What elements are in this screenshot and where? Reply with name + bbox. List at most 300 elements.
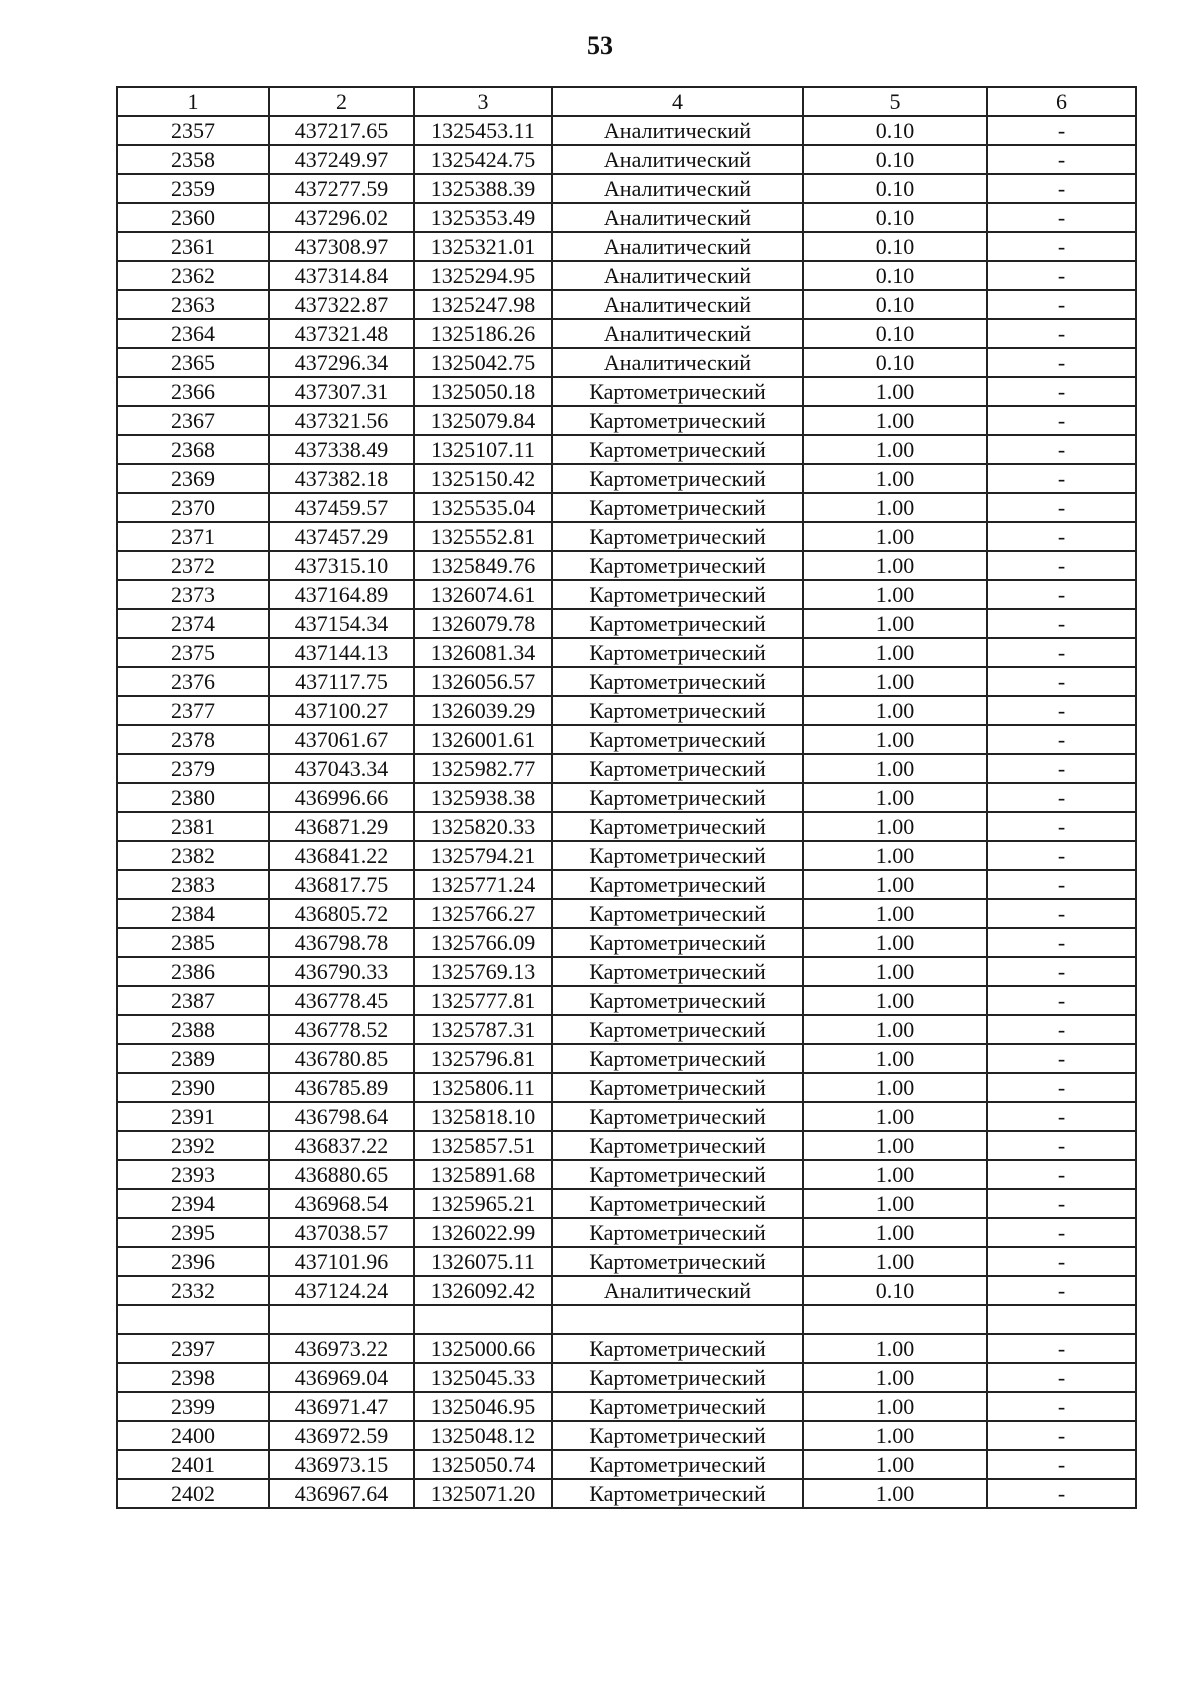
accuracy-cell: 0.10 xyxy=(803,261,987,290)
note-cell: - xyxy=(987,1450,1136,1479)
y-coordinate-cell: 1325766.09 xyxy=(414,928,552,957)
y-coordinate-cell: 1325982.77 xyxy=(414,754,552,783)
accuracy-cell: 1.00 xyxy=(803,638,987,667)
note-cell: - xyxy=(987,638,1136,667)
x-coordinate-cell: 436798.64 xyxy=(269,1102,414,1131)
y-coordinate-cell: 1325552.81 xyxy=(414,522,552,551)
table-row xyxy=(117,1334,1136,1363)
x-coordinate-cell: 436871.29 xyxy=(269,812,414,841)
table-row xyxy=(117,638,1136,667)
note-cell: - xyxy=(987,986,1136,1015)
point-number-cell: 2400 xyxy=(117,1421,269,1450)
point-number-cell: 2402 xyxy=(117,1479,269,1508)
table-row xyxy=(117,1218,1136,1247)
table-row xyxy=(117,841,1136,870)
table-header-row xyxy=(117,87,1136,116)
point-number-cell: 2380 xyxy=(117,783,269,812)
y-coordinate-cell: 1326075.11 xyxy=(414,1247,552,1276)
method-cell: Аналитический xyxy=(552,174,803,203)
y-coordinate-cell: 1325965.21 xyxy=(414,1189,552,1218)
table-row xyxy=(117,957,1136,986)
column-header: 5 xyxy=(803,87,987,116)
method-cell: Картометрический xyxy=(552,957,803,986)
y-coordinate-cell: 1325766.27 xyxy=(414,899,552,928)
table-row xyxy=(117,348,1136,377)
y-coordinate-cell: 1325107.11 xyxy=(414,435,552,464)
x-coordinate-cell: 436973.15 xyxy=(269,1450,414,1479)
method-cell: Картометрический xyxy=(552,812,803,841)
note-cell: - xyxy=(987,609,1136,638)
method-cell: Картометрический xyxy=(552,754,803,783)
method-cell: Картометрический xyxy=(552,725,803,754)
x-coordinate-cell: 437308.97 xyxy=(269,232,414,261)
table-row xyxy=(117,319,1136,348)
table-row xyxy=(117,986,1136,1015)
method-cell: Картометрический xyxy=(552,1131,803,1160)
x-coordinate-cell: 436790.33 xyxy=(269,957,414,986)
x-coordinate-cell: 436968.54 xyxy=(269,1189,414,1218)
accuracy-cell: 0.10 xyxy=(803,348,987,377)
method-cell: Картометрический xyxy=(552,1044,803,1073)
method-cell xyxy=(552,1305,803,1334)
x-coordinate-cell: 436971.47 xyxy=(269,1392,414,1421)
accuracy-cell: 0.10 xyxy=(803,116,987,145)
y-coordinate-cell: 1325820.33 xyxy=(414,812,552,841)
table-row xyxy=(117,580,1136,609)
x-coordinate-cell: 436996.66 xyxy=(269,783,414,812)
y-coordinate-cell: 1325321.01 xyxy=(414,232,552,261)
table-row xyxy=(117,116,1136,145)
accuracy-cell: 1.00 xyxy=(803,783,987,812)
point-number-cell: 2401 xyxy=(117,1450,269,1479)
note-cell: - xyxy=(987,551,1136,580)
method-cell: Картометрический xyxy=(552,986,803,1015)
method-cell: Картометрический xyxy=(552,377,803,406)
accuracy-cell: 1.00 xyxy=(803,1073,987,1102)
point-number-cell: 2390 xyxy=(117,1073,269,1102)
note-cell: - xyxy=(987,1102,1136,1131)
note-cell: - xyxy=(987,580,1136,609)
y-coordinate-cell: 1326092.42 xyxy=(414,1276,552,1305)
point-number-cell: 2382 xyxy=(117,841,269,870)
note-cell: - xyxy=(987,290,1136,319)
point-number-cell: 2394 xyxy=(117,1189,269,1218)
note-cell: - xyxy=(987,754,1136,783)
method-cell: Картометрический xyxy=(552,1160,803,1189)
method-cell: Картометрический xyxy=(552,1421,803,1450)
table-row xyxy=(117,870,1136,899)
point-number-cell: 2398 xyxy=(117,1363,269,1392)
table-row xyxy=(117,725,1136,754)
accuracy-cell: 1.00 xyxy=(803,957,987,986)
point-number-cell: 2370 xyxy=(117,493,269,522)
y-coordinate-cell: 1325787.31 xyxy=(414,1015,552,1044)
note-cell: - xyxy=(987,1363,1136,1392)
y-coordinate-cell: 1325046.95 xyxy=(414,1392,552,1421)
x-coordinate-cell: 436837.22 xyxy=(269,1131,414,1160)
method-cell: Картометрический xyxy=(552,493,803,522)
point-number-cell: 2392 xyxy=(117,1131,269,1160)
table-row xyxy=(117,812,1136,841)
y-coordinate-cell: 1326001.61 xyxy=(414,725,552,754)
method-cell: Картометрический xyxy=(552,1247,803,1276)
y-coordinate-cell: 1325045.33 xyxy=(414,1363,552,1392)
y-coordinate-cell: 1325247.98 xyxy=(414,290,552,319)
accuracy-cell: 1.00 xyxy=(803,609,987,638)
point-number-cell: 2378 xyxy=(117,725,269,754)
x-coordinate-cell: 437144.13 xyxy=(269,638,414,667)
point-number-cell: 2396 xyxy=(117,1247,269,1276)
accuracy-cell: 1.00 xyxy=(803,1102,987,1131)
accuracy-cell: 0.10 xyxy=(803,232,987,261)
point-number-cell: 2369 xyxy=(117,464,269,493)
x-coordinate-cell: 437164.89 xyxy=(269,580,414,609)
x-coordinate-cell: 437061.67 xyxy=(269,725,414,754)
y-coordinate-cell: 1326056.57 xyxy=(414,667,552,696)
method-cell: Картометрический xyxy=(552,1189,803,1218)
note-cell: - xyxy=(987,145,1136,174)
table-row xyxy=(117,609,1136,638)
table-row xyxy=(117,493,1136,522)
table-row xyxy=(117,1102,1136,1131)
x-coordinate-cell: 436805.72 xyxy=(269,899,414,928)
x-coordinate-cell: 437043.34 xyxy=(269,754,414,783)
table-row xyxy=(117,1044,1136,1073)
y-coordinate-cell: 1325150.42 xyxy=(414,464,552,493)
table-row xyxy=(117,1189,1136,1218)
column-header: 4 xyxy=(552,87,803,116)
note-cell: - xyxy=(987,841,1136,870)
x-coordinate-cell: 436798.78 xyxy=(269,928,414,957)
y-coordinate-cell: 1326074.61 xyxy=(414,580,552,609)
y-coordinate-cell: 1325079.84 xyxy=(414,406,552,435)
point-number-cell: 2377 xyxy=(117,696,269,725)
note-cell: - xyxy=(987,1189,1136,1218)
table-row xyxy=(117,1479,1136,1508)
x-coordinate-cell: 437314.84 xyxy=(269,261,414,290)
point-number-cell: 2364 xyxy=(117,319,269,348)
column-header: 2 xyxy=(269,87,414,116)
x-coordinate-cell: 437296.34 xyxy=(269,348,414,377)
note-cell: - xyxy=(987,1015,1136,1044)
note-cell: - xyxy=(987,1073,1136,1102)
accuracy-cell: 1.00 xyxy=(803,435,987,464)
y-coordinate-cell: 1325424.75 xyxy=(414,145,552,174)
point-number-cell: 2332 xyxy=(117,1276,269,1305)
accuracy-cell: 1.00 xyxy=(803,1131,987,1160)
accuracy-cell: 1.00 xyxy=(803,812,987,841)
x-coordinate-cell: 436880.65 xyxy=(269,1160,414,1189)
y-coordinate-cell: 1325806.11 xyxy=(414,1073,552,1102)
accuracy-cell: 0.10 xyxy=(803,290,987,319)
note-cell: - xyxy=(987,174,1136,203)
accuracy-cell: 0.10 xyxy=(803,1276,987,1305)
y-coordinate-cell: 1325388.39 xyxy=(414,174,552,203)
accuracy-cell: 1.00 xyxy=(803,1479,987,1508)
table-row xyxy=(117,667,1136,696)
method-cell: Аналитический xyxy=(552,290,803,319)
note-cell: - xyxy=(987,493,1136,522)
point-number-cell: 2381 xyxy=(117,812,269,841)
accuracy-cell: 1.00 xyxy=(803,1450,987,1479)
x-coordinate-cell: 437124.24 xyxy=(269,1276,414,1305)
point-number-cell: 2367 xyxy=(117,406,269,435)
x-coordinate-cell: 437038.57 xyxy=(269,1218,414,1247)
page-number: 53 xyxy=(587,31,613,60)
method-cell: Аналитический xyxy=(552,348,803,377)
accuracy-cell: 1.00 xyxy=(803,1160,987,1189)
coordinates-table xyxy=(116,86,1137,1509)
x-coordinate-cell: 436780.85 xyxy=(269,1044,414,1073)
accuracy-cell: 0.10 xyxy=(803,145,987,174)
y-coordinate-cell: 1325857.51 xyxy=(414,1131,552,1160)
accuracy-cell: 1.00 xyxy=(803,1334,987,1363)
x-coordinate-cell: 437296.02 xyxy=(269,203,414,232)
note-cell: - xyxy=(987,1479,1136,1508)
accuracy-cell: 0.10 xyxy=(803,319,987,348)
table-row xyxy=(117,145,1136,174)
method-cell: Картометрический xyxy=(552,638,803,667)
y-coordinate-cell: 1326022.99 xyxy=(414,1218,552,1247)
point-number-cell: 2366 xyxy=(117,377,269,406)
x-coordinate-cell: 437117.75 xyxy=(269,667,414,696)
y-coordinate-cell: 1325777.81 xyxy=(414,986,552,1015)
x-coordinate-cell: 437321.56 xyxy=(269,406,414,435)
method-cell: Картометрический xyxy=(552,899,803,928)
method-cell: Картометрический xyxy=(552,580,803,609)
y-coordinate-cell: 1325294.95 xyxy=(414,261,552,290)
table-row xyxy=(117,1247,1136,1276)
accuracy-cell: 1.00 xyxy=(803,725,987,754)
method-cell: Картометрический xyxy=(552,1334,803,1363)
point-number-cell: 2376 xyxy=(117,667,269,696)
note-cell: - xyxy=(987,377,1136,406)
table-row xyxy=(117,261,1136,290)
note-cell: - xyxy=(987,348,1136,377)
note-cell: - xyxy=(987,783,1136,812)
method-cell: Картометрический xyxy=(552,667,803,696)
method-cell: Картометрический xyxy=(552,1392,803,1421)
table-row xyxy=(117,203,1136,232)
method-cell: Картометрический xyxy=(552,696,803,725)
method-cell: Аналитический xyxy=(552,261,803,290)
note-cell: - xyxy=(987,232,1136,261)
x-coordinate-cell: 437321.48 xyxy=(269,319,414,348)
x-coordinate-cell: 436972.59 xyxy=(269,1421,414,1450)
x-coordinate-cell: 436967.64 xyxy=(269,1479,414,1508)
method-cell: Аналитический xyxy=(552,145,803,174)
table-row xyxy=(117,1073,1136,1102)
y-coordinate-cell: 1325453.11 xyxy=(414,116,552,145)
point-number-cell: 2389 xyxy=(117,1044,269,1073)
table-row xyxy=(117,1450,1136,1479)
x-coordinate-cell: 436841.22 xyxy=(269,841,414,870)
x-coordinate-cell: 437154.34 xyxy=(269,609,414,638)
accuracy-cell: 0.10 xyxy=(803,203,987,232)
table-row xyxy=(117,1160,1136,1189)
note-cell: - xyxy=(987,522,1136,551)
x-coordinate-cell xyxy=(269,1305,414,1334)
x-coordinate-cell: 437277.59 xyxy=(269,174,414,203)
note-cell: - xyxy=(987,696,1136,725)
point-number-cell: 2373 xyxy=(117,580,269,609)
note-cell: - xyxy=(987,1392,1136,1421)
method-cell: Картометрический xyxy=(552,609,803,638)
note-cell: - xyxy=(987,203,1136,232)
point-number-cell: 2397 xyxy=(117,1334,269,1363)
x-coordinate-cell: 437249.97 xyxy=(269,145,414,174)
x-coordinate-cell: 436817.75 xyxy=(269,870,414,899)
column-header: 3 xyxy=(414,87,552,116)
point-number-cell: 2363 xyxy=(117,290,269,319)
method-cell: Аналитический xyxy=(552,319,803,348)
y-coordinate-cell: 1325535.04 xyxy=(414,493,552,522)
method-cell: Картометрический xyxy=(552,1363,803,1392)
method-cell: Картометрический xyxy=(552,1073,803,1102)
table-row xyxy=(117,696,1136,725)
x-coordinate-cell: 436969.04 xyxy=(269,1363,414,1392)
method-cell: Картометрический xyxy=(552,1479,803,1508)
accuracy-cell xyxy=(803,1305,987,1334)
table-body xyxy=(117,116,1136,1508)
column-header: 1 xyxy=(117,87,269,116)
accuracy-cell: 1.00 xyxy=(803,551,987,580)
note-cell: - xyxy=(987,1131,1136,1160)
table-row xyxy=(117,522,1136,551)
accuracy-cell: 1.00 xyxy=(803,899,987,928)
method-cell: Картометрический xyxy=(552,1015,803,1044)
column-header: 6 xyxy=(987,87,1136,116)
x-coordinate-cell: 437382.18 xyxy=(269,464,414,493)
table-row xyxy=(117,435,1136,464)
table-row xyxy=(117,1276,1136,1305)
point-number-cell: 2383 xyxy=(117,870,269,899)
point-number-cell: 2384 xyxy=(117,899,269,928)
accuracy-cell: 1.00 xyxy=(803,522,987,551)
y-coordinate-cell: 1325818.10 xyxy=(414,1102,552,1131)
note-cell: - xyxy=(987,1276,1136,1305)
y-coordinate-cell: 1325186.26 xyxy=(414,319,552,348)
y-coordinate-cell: 1325771.24 xyxy=(414,870,552,899)
x-coordinate-cell: 437217.65 xyxy=(269,116,414,145)
y-coordinate-cell: 1325042.75 xyxy=(414,348,552,377)
y-coordinate-cell: 1325048.12 xyxy=(414,1421,552,1450)
method-cell: Картометрический xyxy=(552,870,803,899)
accuracy-cell: 1.00 xyxy=(803,493,987,522)
point-number-cell: 2371 xyxy=(117,522,269,551)
accuracy-cell: 1.00 xyxy=(803,667,987,696)
point-number-cell: 2395 xyxy=(117,1218,269,1247)
y-coordinate-cell: 1325050.18 xyxy=(414,377,552,406)
point-number-cell: 2357 xyxy=(117,116,269,145)
x-coordinate-cell: 436785.89 xyxy=(269,1073,414,1102)
method-cell: Картометрический xyxy=(552,522,803,551)
table-row xyxy=(117,1363,1136,1392)
accuracy-cell: 1.00 xyxy=(803,406,987,435)
method-cell: Аналитический xyxy=(552,232,803,261)
x-coordinate-cell: 437322.87 xyxy=(269,290,414,319)
point-number-cell: 2393 xyxy=(117,1160,269,1189)
accuracy-cell: 1.00 xyxy=(803,1247,987,1276)
x-coordinate-cell: 436973.22 xyxy=(269,1334,414,1363)
table-row xyxy=(117,1131,1136,1160)
table-row xyxy=(117,754,1136,783)
point-number-cell: 2379 xyxy=(117,754,269,783)
accuracy-cell: 1.00 xyxy=(803,928,987,957)
method-cell: Аналитический xyxy=(552,203,803,232)
point-number-cell: 2372 xyxy=(117,551,269,580)
point-number-cell: 2359 xyxy=(117,174,269,203)
point-number-cell: 2368 xyxy=(117,435,269,464)
note-cell: - xyxy=(987,667,1136,696)
point-number-cell: 2358 xyxy=(117,145,269,174)
accuracy-cell: 1.00 xyxy=(803,1044,987,1073)
accuracy-cell: 1.00 xyxy=(803,754,987,783)
accuracy-cell: 1.00 xyxy=(803,1421,987,1450)
note-cell: - xyxy=(987,957,1136,986)
note-cell: - xyxy=(987,261,1136,290)
method-cell: Картометрический xyxy=(552,464,803,493)
method-cell: Аналитический xyxy=(552,116,803,145)
note-cell: - xyxy=(987,812,1136,841)
note-cell: - xyxy=(987,1044,1136,1073)
method-cell: Картометрический xyxy=(552,783,803,812)
accuracy-cell: 1.00 xyxy=(803,1363,987,1392)
accuracy-cell: 0.10 xyxy=(803,174,987,203)
x-coordinate-cell: 437101.96 xyxy=(269,1247,414,1276)
point-number-cell: 2385 xyxy=(117,928,269,957)
x-coordinate-cell: 437100.27 xyxy=(269,696,414,725)
accuracy-cell: 1.00 xyxy=(803,377,987,406)
method-cell: Картометрический xyxy=(552,928,803,957)
method-cell: Аналитический xyxy=(552,1276,803,1305)
method-cell: Картометрический xyxy=(552,1218,803,1247)
x-coordinate-cell: 436778.45 xyxy=(269,986,414,1015)
note-cell: - xyxy=(987,870,1136,899)
note-cell: - xyxy=(987,1421,1136,1450)
note-cell: - xyxy=(987,319,1136,348)
x-coordinate-cell: 437459.57 xyxy=(269,493,414,522)
point-number-cell: 2365 xyxy=(117,348,269,377)
y-coordinate-cell: 1325050.74 xyxy=(414,1450,552,1479)
note-cell: - xyxy=(987,1247,1136,1276)
table-row xyxy=(117,464,1136,493)
point-number-cell: 2360 xyxy=(117,203,269,232)
note-cell: - xyxy=(987,1160,1136,1189)
point-number-cell: 2399 xyxy=(117,1392,269,1421)
method-cell: Картометрический xyxy=(552,1450,803,1479)
accuracy-cell: 1.00 xyxy=(803,464,987,493)
table-row xyxy=(117,1421,1136,1450)
accuracy-cell: 1.00 xyxy=(803,580,987,609)
y-coordinate-cell xyxy=(414,1305,552,1334)
table-row xyxy=(117,1392,1136,1421)
y-coordinate-cell: 1325769.13 xyxy=(414,957,552,986)
accuracy-cell: 1.00 xyxy=(803,696,987,725)
x-coordinate-cell: 436778.52 xyxy=(269,1015,414,1044)
y-coordinate-cell: 1325891.68 xyxy=(414,1160,552,1189)
accuracy-cell: 1.00 xyxy=(803,1189,987,1218)
accuracy-cell: 1.00 xyxy=(803,841,987,870)
accuracy-cell: 1.00 xyxy=(803,1218,987,1247)
y-coordinate-cell: 1325849.76 xyxy=(414,551,552,580)
point-number-cell: 2386 xyxy=(117,957,269,986)
table-row xyxy=(117,406,1136,435)
note-cell: - xyxy=(987,435,1136,464)
y-coordinate-cell: 1325796.81 xyxy=(414,1044,552,1073)
method-cell: Картометрический xyxy=(552,551,803,580)
table-row xyxy=(117,928,1136,957)
